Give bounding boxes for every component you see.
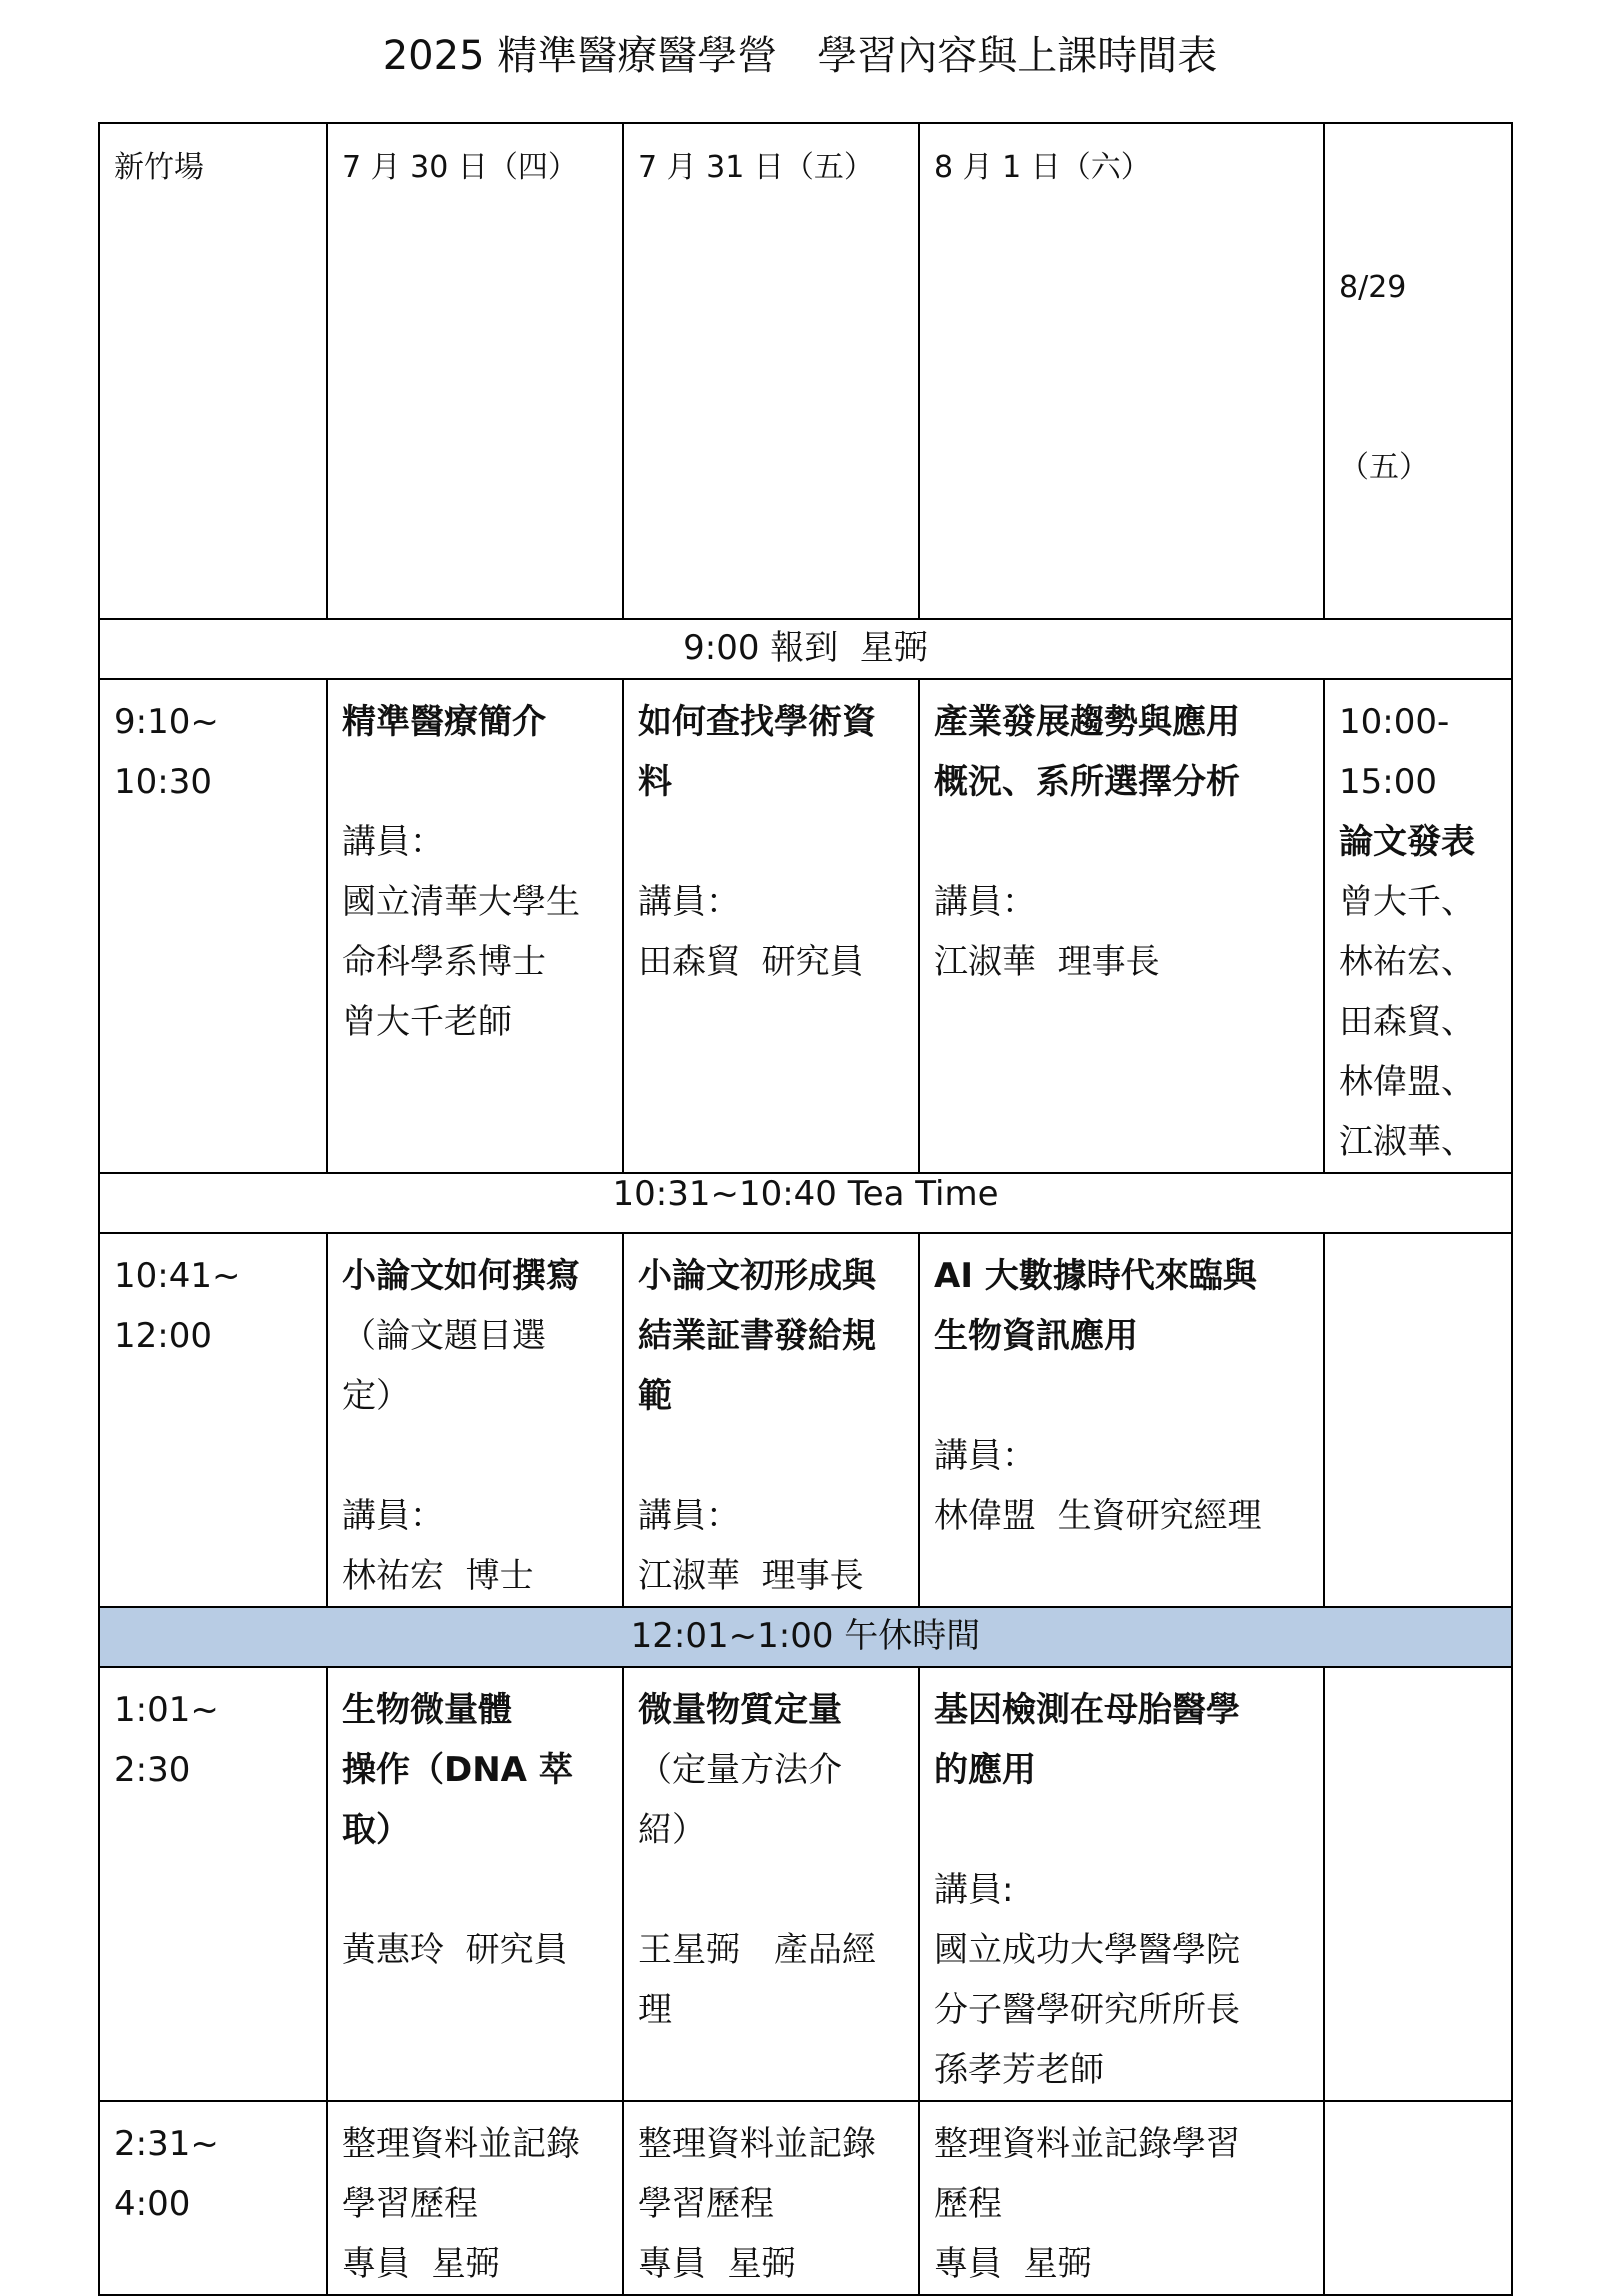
time-cell-1 (99, 679, 327, 1173)
header-day3: 8 月 1 日（六） (919, 123, 1324, 619)
activity-line: 整理資料並記錄學習 (934, 2124, 1240, 2164)
session-2-day3 (919, 1233, 1324, 1607)
activity-line: 學習歷程 (342, 2184, 478, 2224)
time-start: 1:01~ (114, 1690, 219, 1730)
registration-cell: 9:00 報到 星弼 (99, 619, 1512, 679)
lunch-cell: 12:01~1:00 午休時間 (99, 1607, 1512, 1667)
session-title: 小論文如何撰寫 (342, 1256, 580, 1296)
presenter-name: 江淑華、 (1339, 1122, 1475, 1162)
session-3-day4 (1324, 1667, 1512, 2101)
lecturer-label: 講員： (638, 882, 740, 922)
session-2-day1 (327, 1233, 623, 1607)
session-row-1 (99, 679, 1512, 1173)
time-end: 10:30 (114, 762, 212, 802)
activity-line: 整理資料並記錄 (638, 2124, 876, 2164)
header-day4-weekday: （五） (1339, 450, 1429, 485)
session-title: 取） (342, 1810, 410, 1850)
page-title: 2025 精準醫療醫學營 學習內容與上課時間表 (382, 33, 1218, 79)
lecturer-line: 江淑華 理事長 (934, 942, 1160, 982)
header-row (99, 123, 1512, 619)
time-end: 15:00 (1339, 762, 1437, 802)
header-day1: 7 月 30 日（四） (327, 123, 623, 619)
session-2-day2 (623, 1233, 919, 1607)
lecturer-label: 講員： (638, 1496, 740, 1536)
lecturer-line: 命科學系博士 (342, 942, 546, 982)
activity-line: 學習歷程 (638, 2184, 774, 2224)
lecturer-label: 講員： (934, 1436, 1036, 1476)
staff-line: 專員 星弼 (638, 2244, 796, 2284)
time-end: 2:30 (114, 1750, 191, 1790)
session-title: 生物資訊應用 (934, 1316, 1138, 1356)
lecturer-line: 王星弼 產品經 (638, 1930, 876, 1970)
header-day4 (1324, 123, 1512, 619)
header-day2: 7 月 31 日（五） (623, 123, 919, 619)
session-title: 精準醫療簡介 (342, 702, 546, 742)
staff-line: 專員 星弼 (342, 2244, 500, 2284)
session-subtitle: 紹） (638, 1810, 706, 1850)
session-row-3 (99, 1667, 1512, 2101)
registration-row (99, 619, 1512, 679)
lunch-row (99, 1607, 1512, 1667)
lecturer-label: 講員： (342, 822, 444, 862)
session-title: 產業發展趨勢與應用 (934, 702, 1240, 742)
lecturer-line: 黃惠玲 研究員 (342, 1930, 568, 1970)
lecturer-line: 孫孝芳老師 (934, 2050, 1104, 2090)
tea-cell: 10:31~10:40 Tea Time (99, 1173, 1512, 1233)
session-4-day1 (327, 2101, 623, 2295)
session-title: 微量物質定量 (638, 1690, 842, 1730)
session-4-day3 (919, 2101, 1324, 2295)
time-end: 12:00 (114, 1316, 212, 1356)
session-3-day1 (327, 1667, 623, 2101)
activity-line: 整理資料並記錄 (342, 2124, 580, 2164)
presenter-name: 曾大千、 (1339, 882, 1475, 922)
session-title: 基因檢測在母胎醫學 (934, 1690, 1240, 1730)
time-start: 9:10~ (114, 702, 219, 742)
session-1-day3 (919, 679, 1324, 1173)
presenter-name: 林祐宏、 (1339, 942, 1475, 982)
lecturer-label: 講員： (342, 1496, 444, 1536)
time-start: 10:41~ (114, 1256, 241, 1296)
session-subtitle: 定） (342, 1376, 410, 1416)
session-title: 結業証書發給規 (638, 1316, 876, 1356)
time-start: 10:00- (1339, 702, 1450, 742)
lecturer-line: 分子醫學研究所所長 (934, 1990, 1240, 2030)
session-title: 範 (638, 1376, 672, 1416)
session-title: 的應用 (934, 1750, 1036, 1790)
presenter-name: 林偉盟、 (1339, 1062, 1475, 1102)
time-cell-3 (99, 1667, 327, 2101)
time-start: 2:31~ (114, 2124, 219, 2164)
tea-row (99, 1173, 1512, 1233)
session-row-2 (99, 1233, 1512, 1607)
time-end: 4:00 (114, 2184, 191, 2224)
lecturer-label: 講員： (934, 882, 1036, 922)
session-2-day4 (1324, 1233, 1512, 1607)
session-title: 小論文初形成與 (638, 1256, 876, 1296)
session-title: 如何查找學術資 (638, 702, 876, 742)
session-4-day4 (1324, 2101, 1512, 2295)
lecturer-line: 國立成功大學醫學院 (934, 1930, 1240, 1970)
session-title: 生物微量體 (342, 1690, 512, 1730)
session-title: 概況、系所選擇分析 (934, 762, 1240, 802)
session-3-day3 (919, 1667, 1324, 2101)
staff-line: 專員 星弼 (934, 2244, 1092, 2284)
lecturer-line: 曾大千老師 (342, 1002, 512, 1042)
session-4-day2 (623, 2101, 919, 2295)
session-title: 料 (638, 762, 672, 802)
session-1-day2 (623, 679, 919, 1173)
time-cell-4 (99, 2101, 327, 2295)
lecturer-label: 講員: (934, 1870, 1014, 1910)
lecturer-line: 田森貿 研究員 (638, 942, 864, 982)
session-1-day1 (327, 679, 623, 1173)
time-cell-2 (99, 1233, 327, 1607)
session-subtitle: （論文題目選 (342, 1316, 546, 1356)
session-title: AI 大數據時代來臨與 (934, 1256, 1257, 1296)
session-1-day4 (1324, 679, 1512, 1173)
session-title: 論文發表 (1339, 822, 1475, 862)
session-3-day2 (623, 1667, 919, 2101)
session-subtitle: （定量方法介 (638, 1750, 842, 1790)
lecturer-line: 理 (638, 1990, 672, 2030)
session-row-4 (99, 2101, 1512, 2295)
header-venue: 新竹場 (99, 123, 327, 619)
header-day4-date: 8/29 (1339, 270, 1407, 305)
lecturer-line: 林祐宏 博士 (342, 1556, 534, 1596)
lecturer-line: 江淑華 理事長 (638, 1556, 864, 1596)
session-title: 操作（DNA 萃 (342, 1750, 573, 1790)
activity-line: 歷程 (934, 2184, 1002, 2224)
schedule-table (98, 122, 1513, 2296)
presenter-name: 田森貿、 (1339, 1002, 1475, 1042)
lecturer-line: 國立清華大學生 (342, 882, 580, 922)
lecturer-line: 林偉盟 生資研究經理 (934, 1496, 1262, 1536)
